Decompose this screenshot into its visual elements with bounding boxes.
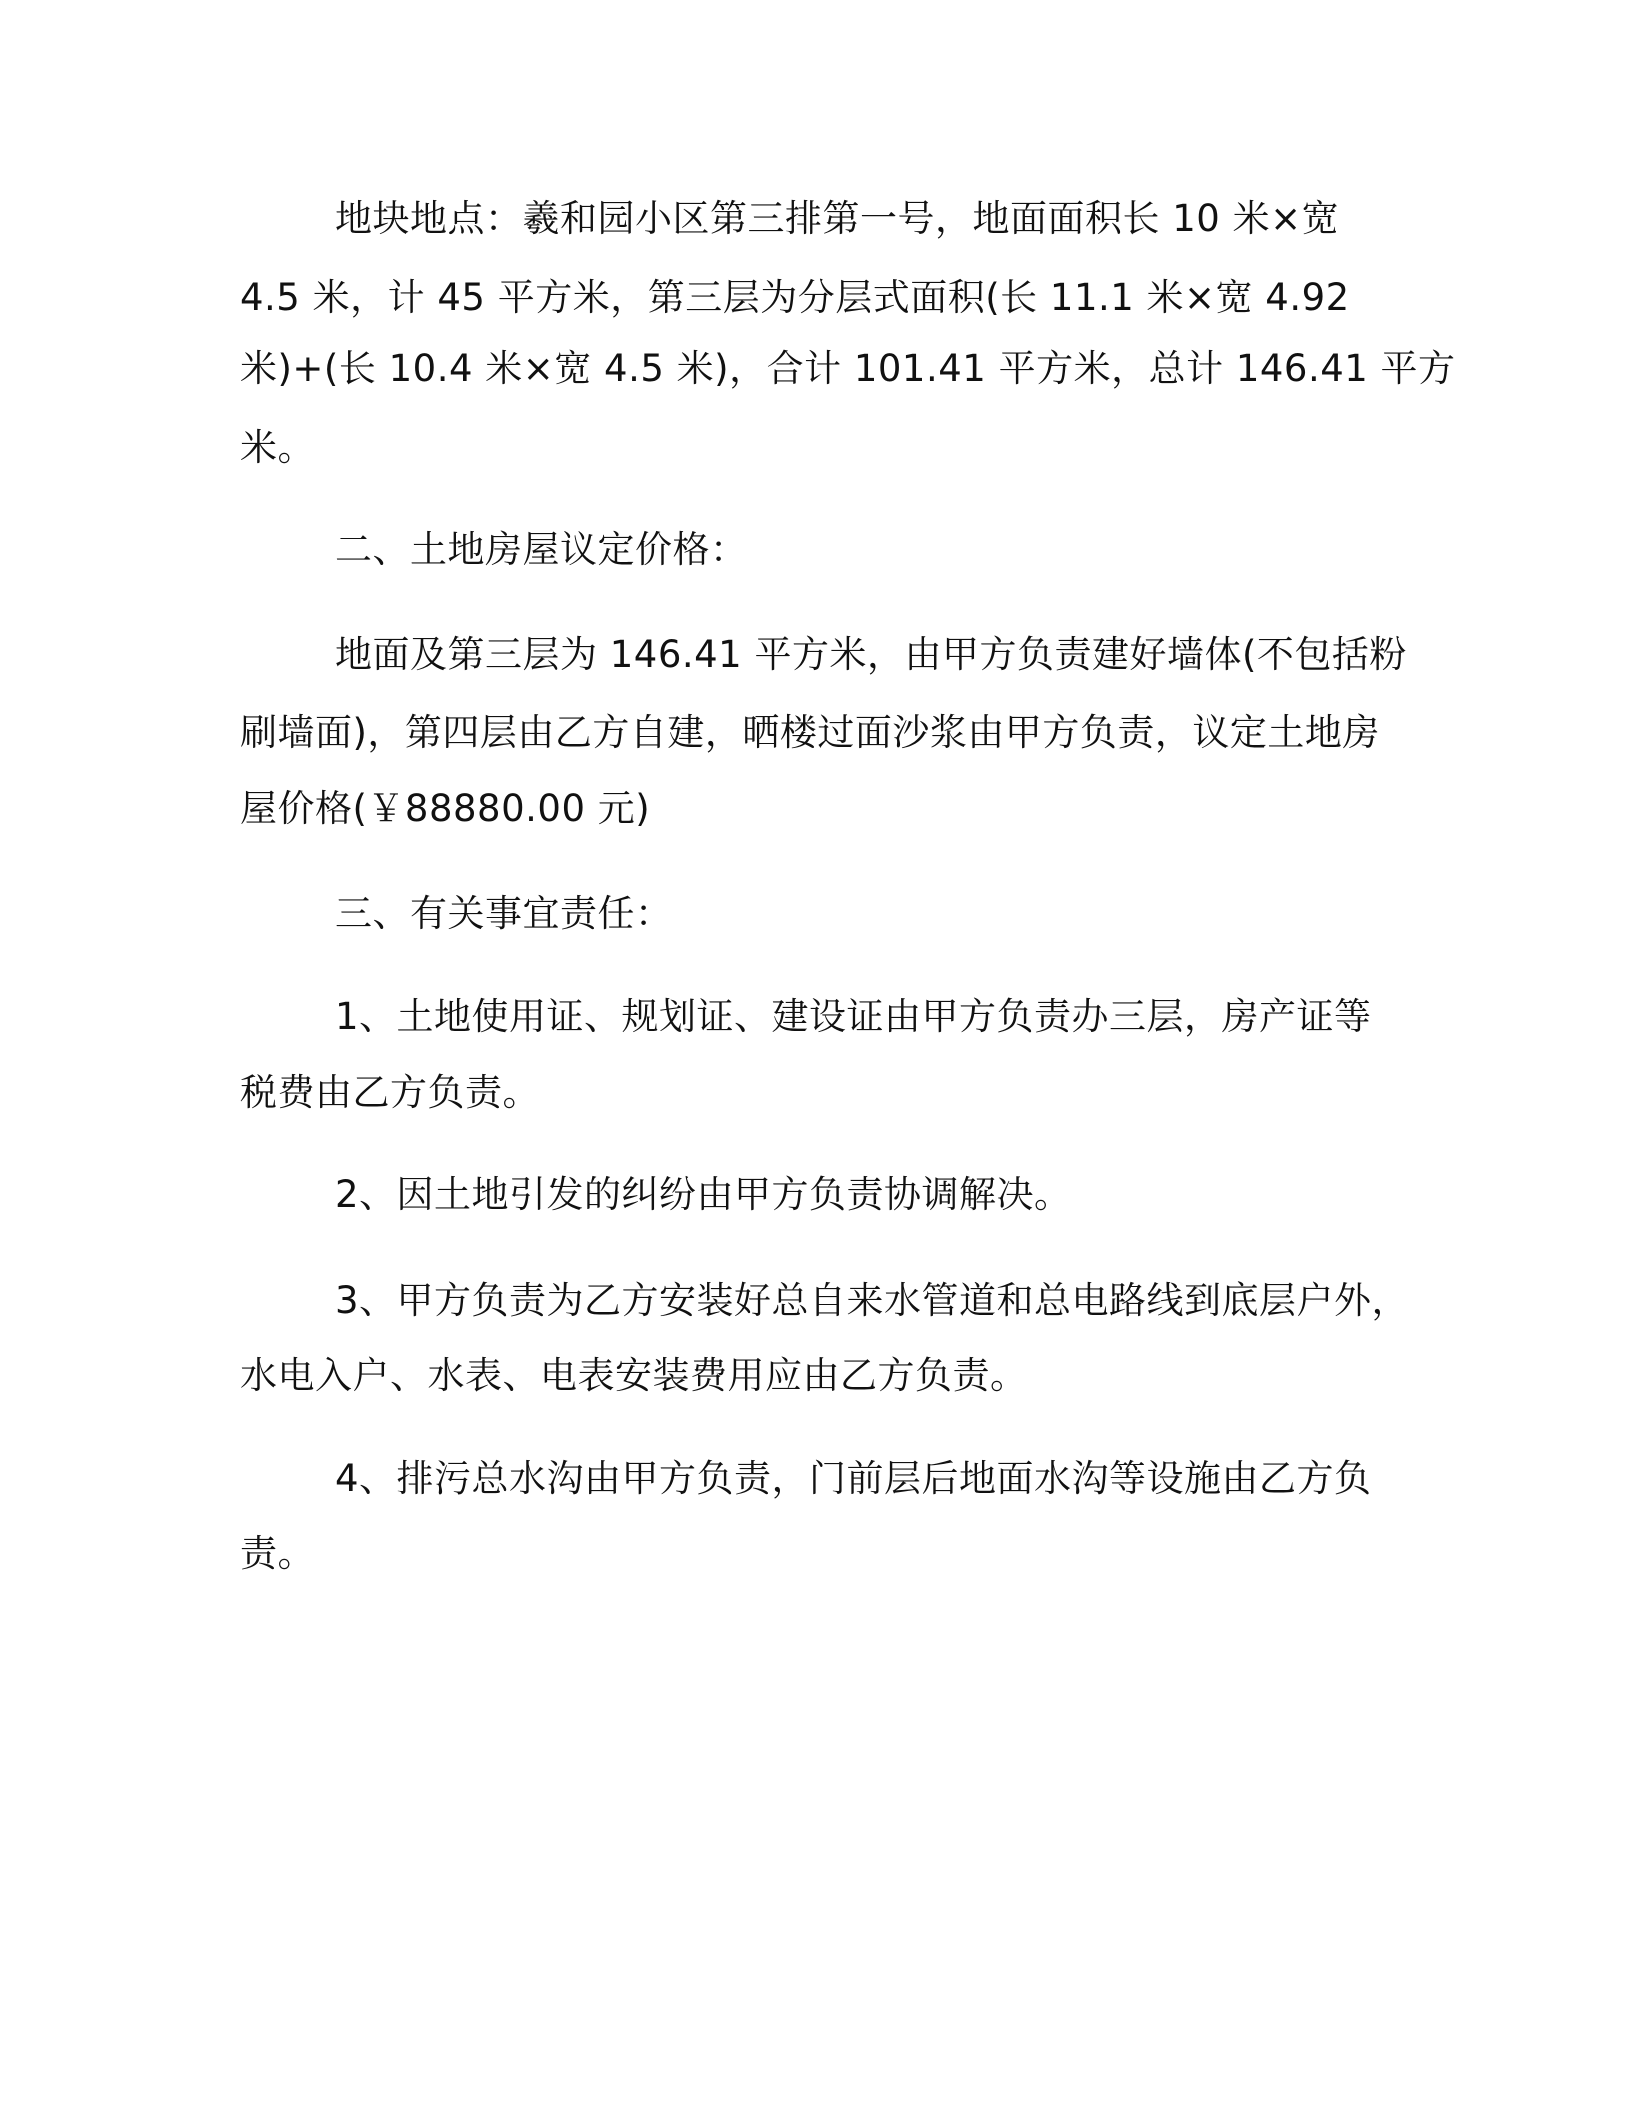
item-1-line-2: 税费由乙方负责。 <box>240 1071 540 1114</box>
section-heading-responsibilities: 三、有关事宜责任： <box>335 892 673 935</box>
item-1-line-1: 1、土地使用证、规划证、建设证由甲方负责办三层，房产证等 <box>335 995 1372 1038</box>
paragraph-location-line-1: 地块地点：羲和园小区第三排第一号，地面面积长 10 米×宽 <box>335 197 1340 240</box>
item-3-line-2: 水电入户、水表、电表安装费用应由乙方负责。 <box>240 1354 1028 1397</box>
paragraph-price-line-2: 刷墙面)，第四层由乙方自建，晒楼过面沙浆由甲方负责，议定土地房 <box>240 711 1380 754</box>
paragraph-location-line-2: 4.5 米，计 45 平方米，第三层为分层式面积(长 11.1 米×宽 4.92 <box>240 276 1350 319</box>
item-4-line-1: 4、排污总水沟由甲方负责，门前层后地面水沟等设施由乙方负 <box>335 1457 1372 1500</box>
paragraph-location-line-3: 米)+(长 10.4 米×宽 4.5 米)，合计 101.41 平方米，总计 146.41 平方 <box>240 347 1456 390</box>
item-3-line-1: 3、甲方负责为乙方安装好总自来水管道和总电路线到底层户外， <box>335 1279 1410 1322</box>
paragraph-price-line-1: 地面及第三层为 146.41 平方米，由甲方负责建好墙体(不包括粉 <box>335 633 1407 676</box>
paragraph-price-line-3: 屋价格(￥88880.00 元) <box>240 787 651 830</box>
paragraph-location-line-4: 米。 <box>240 426 315 469</box>
item-2-line-1: 2、因土地引发的纠纷由甲方负责协调解决。 <box>335 1173 1072 1216</box>
section-heading-price: 二、土地房屋议定价格： <box>335 528 748 571</box>
item-4-line-2: 责。 <box>240 1532 315 1575</box>
